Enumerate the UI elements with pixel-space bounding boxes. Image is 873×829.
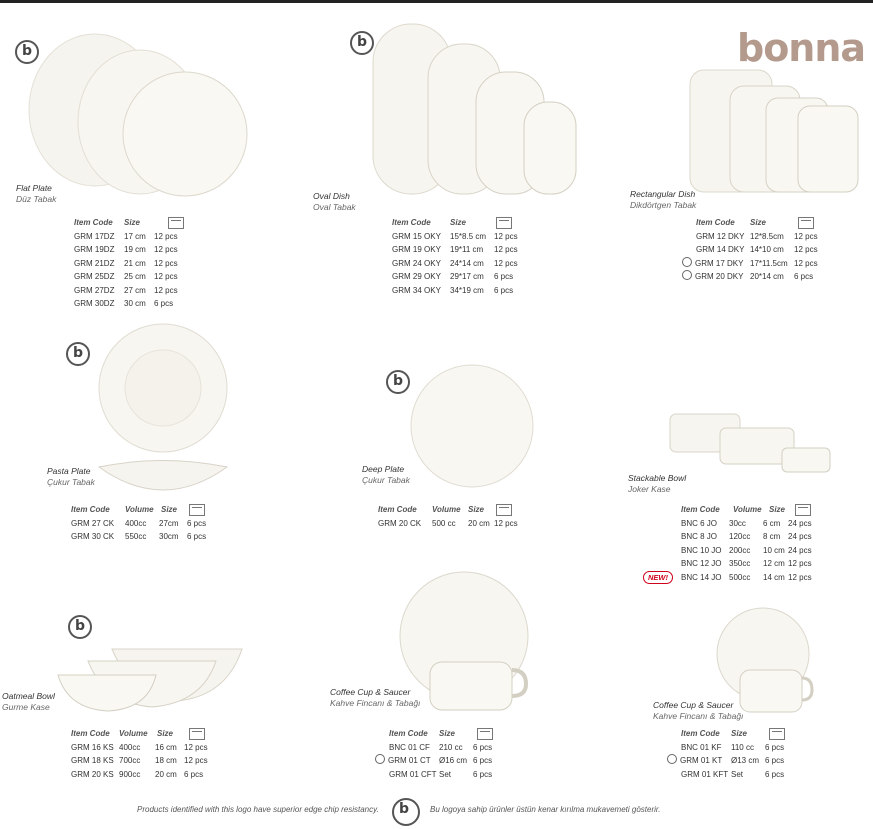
table-row: GRM 01 KT Ø13 cm 6 pcs [667,754,785,768]
table-row: GRM 16 KS 400cc 16 cm 12 pcs [71,742,208,752]
oatmeal-bowl-name: Oatmeal Bowl Gurme Kase [2,691,55,712]
box-icon [798,217,814,229]
table-row: GRM 12 DKY 12*8.5cm 12 pcs [696,231,818,241]
table-row: BNC 8 JO 120cc 8 cm 24 pcs [681,532,812,541]
rectangular-dish-table [682,216,818,284]
box-icon [496,217,512,229]
table-row: GRM 25DZ 25 cm 12 pcs [74,272,178,281]
chip-resistance-icon [682,270,692,280]
table-row: GRM 20 CK 500 cc 20 cm 12 pcs [378,518,518,528]
table-row: GRM 21DZ 21 cm 12 pcs [74,258,178,268]
table-header: Item Code Size [392,216,518,230]
table-row: GRM 17 DKY 17*11.5cm 12 pcs [682,257,818,271]
oatmeal-bowl-table [71,727,208,781]
flat-plate-table [74,216,184,311]
table-row: GRM 19 OKY 19*11 cm 12 pcs [392,245,518,254]
deep-plate-name: Deep Plate Çukur Tabak [362,464,410,485]
oatmeal-bowl-image [56,645,246,715]
footer-note-tr: Bu logoya sahip ürünler üstün kenar kırılma mukavemeti gösterir. [430,805,661,814]
table-row: GRM 30DZ 30 cm 6 pcs [74,299,174,308]
table-row: GRM 17DZ 17 cm 12 pcs [74,231,178,241]
box-icon [189,728,205,740]
pasta-plate-image [95,322,235,492]
table-row: GRM 18 KS 700cc 18 cm 12 pcs [71,756,208,765]
table-row: BNC 6 JO 30cc 6 cm 24 pcs [681,518,812,528]
stackable-bowl-image [668,412,833,474]
chip-resistance-logo [68,615,92,639]
brand-logo: bonna [737,26,866,70]
chip-resistance-icon [667,754,677,764]
stackable-bowl-name: Stackable Bowl Joker Kase [628,473,687,494]
chip-resistance-icon [375,754,385,764]
table-header: Item Code Size [74,216,184,230]
box-icon [496,504,512,516]
table-row: BNC 01 CF 210 cc 6 pcs [389,742,493,752]
table-row: BNC 14 JO 500cc 14 cm 12 pcs [681,572,812,582]
table-header: Item Code Size [375,727,493,741]
coffee-cup-2-table [667,727,785,781]
chip-resistance-logo [386,370,410,394]
table-row: GRM 15 OKY 15*8.5 cm 12 pcs [392,231,518,241]
box-icon [769,728,785,740]
pasta-plate-name: Pasta Plate Çukur Tabak [47,466,95,487]
table-row: GRM 14 DKY 14*10 cm 12 pcs [696,245,818,254]
oval-dish-name: Oval Dish Oval Tabak [313,191,356,212]
table-header: Item Code Volume Size [681,503,812,517]
table-header: Item Code Size [667,727,785,741]
chip-resistance-logo [66,342,90,366]
rectangular-dish-image [690,68,865,198]
table-header: Item Code Volume Size [378,503,518,517]
box-icon [795,504,811,516]
footer-note-en: Products identified with this logo have superior edge chip resistancy. [137,805,379,814]
box-icon [189,504,205,516]
box-icon [477,728,493,740]
chip-resistance-logo [350,31,374,55]
coffee-cup-1-table [375,727,493,781]
table-row: BNC 10 JO 200cc 10 cm 24 pcs [681,545,812,555]
deep-plate-image [410,364,538,492]
table-row: GRM 30 CK 550cc 30cm 6 pcs [71,532,207,541]
table-header: Item Code Size [682,216,818,230]
new-badge: NEW! [643,571,673,584]
table-row: GRM 27DZ 27 cm 12 pcs [74,285,178,295]
box-icon [168,217,184,229]
flat-plate-name: Flat Plate Düz Tabak [16,183,57,204]
table-row: GRM 34 OKY 34*19 cm 6 pcs [392,285,514,295]
table-row: GRM 20 DKY 20*14 cm 6 pcs [682,270,818,284]
table-row: GRM 20 KS 900cc 20 cm 6 pcs [71,769,204,779]
table-row: GRM 27 CK 400cc 27cm 6 pcs [71,518,207,528]
table-row: GRM 24 OKY 24*14 cm 12 pcs [392,258,518,268]
table-row: GRM 01 CT Ø16 cm 6 pcs [375,754,493,768]
oval-dish-table [392,216,518,297]
stackable-bowl-table [681,503,812,584]
pasta-plate-table [71,503,206,544]
coffee-cup-2-name: Coffee Cup & Saucer Kahve Fincanı & Tabağı [653,700,744,721]
oval-dish-image [370,22,585,202]
table-row: BNC 12 JO 350cc 12 cm 12 pcs [681,559,812,568]
table-row: GRM 19DZ 19 cm 12 pcs [74,245,178,254]
chip-resistance-logo [392,798,420,826]
table-row: BNC 01 KF 110 cc 6 pcs [681,742,785,752]
deep-plate-table [378,503,518,530]
top-rule [0,0,873,3]
chip-resistance-logo [15,40,39,64]
table-row: GRM 01 CFT Set 6 pcs [389,769,493,779]
coffee-cup-1-name: Coffee Cup & Saucer Kahve Fincanı & Tabağı [330,687,421,708]
table-header: Item Code Volume Size [71,503,206,517]
table-row: GRM 29 OKY 29*17 cm 6 pcs [392,272,514,281]
chip-resistance-icon [682,257,692,267]
table-row: GRM 01 KFT Set 6 pcs [681,769,785,779]
rectangular-dish-name: Rectangular Dish Dikdörtgen Tabak [630,189,697,210]
flat-plate-image [25,30,270,200]
table-header: Item Code Volume Size [71,727,208,741]
